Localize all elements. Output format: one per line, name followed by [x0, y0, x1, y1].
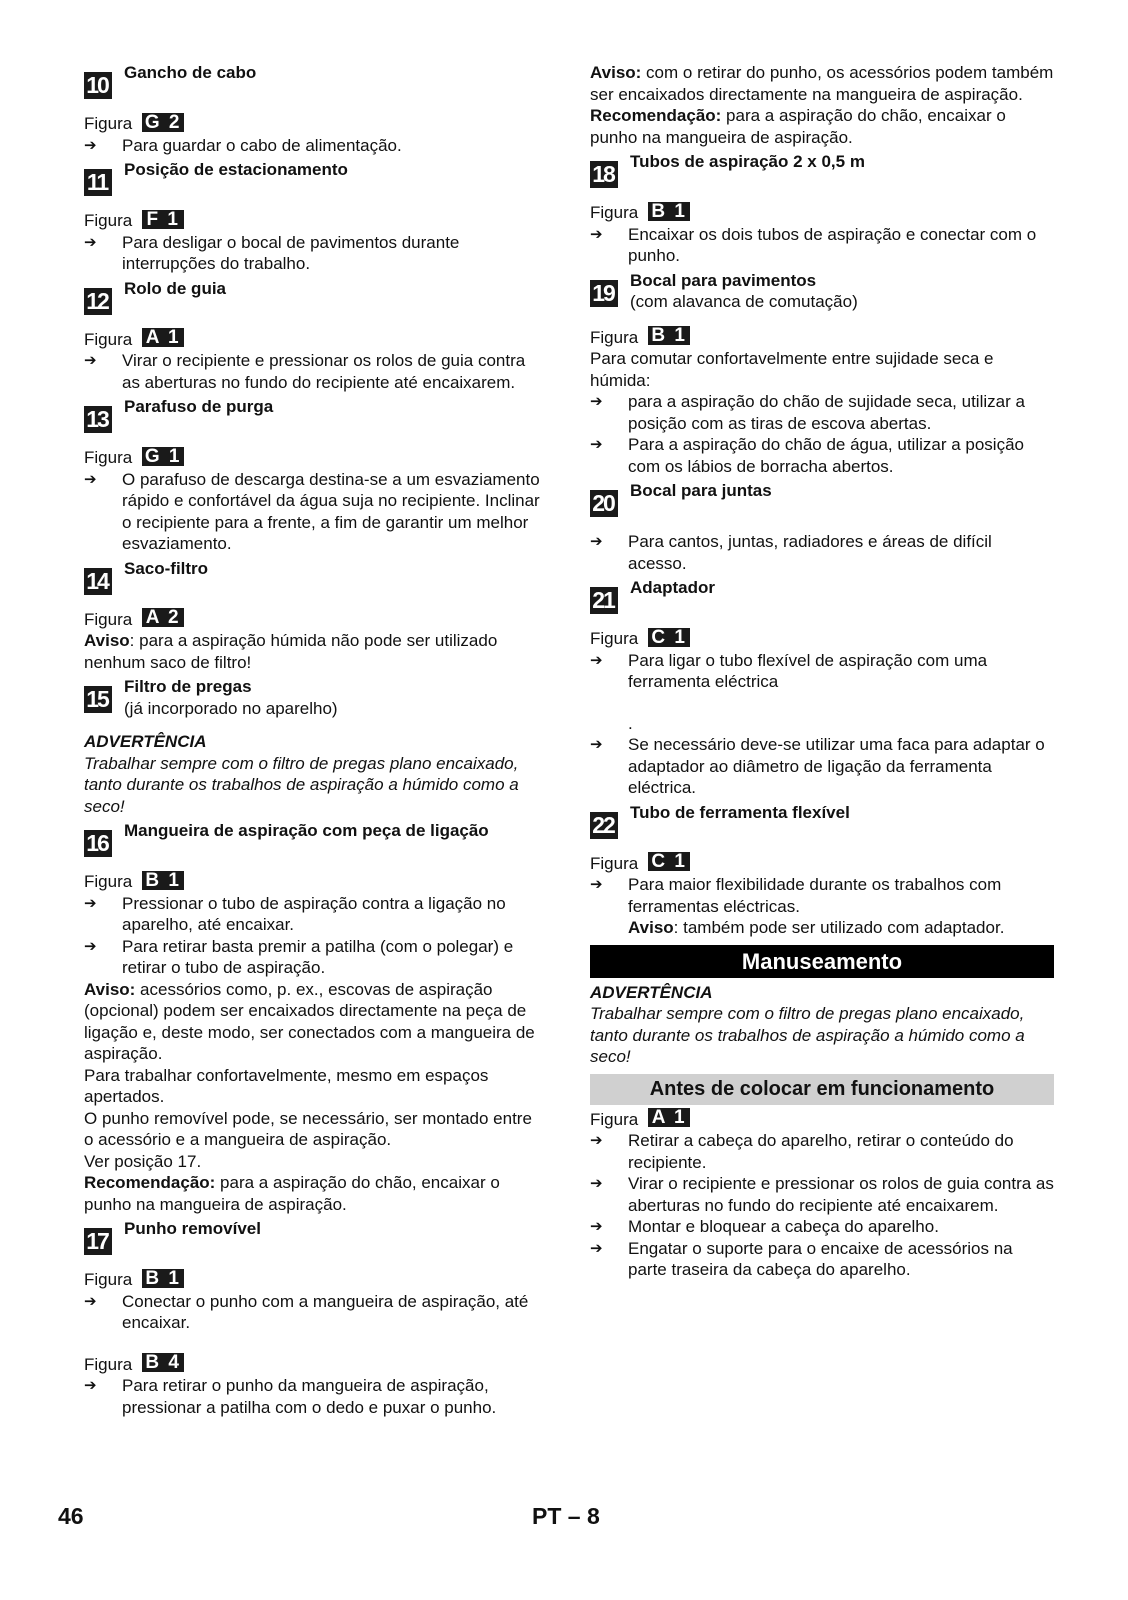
section-12: [84, 278, 546, 315]
arrow-right-icon: ➔: [590, 651, 603, 669]
arrow-right-icon: ➔: [590, 1239, 603, 1257]
recommendation: Recomendação: para a aspiração do chão, encaixar o punho na mangueira de aspiração.: [84, 1173, 500, 1214]
arrow-right-icon: ➔: [590, 436, 603, 453]
note: Aviso: acessórios como, p. ex., escovas de aspiração (opcional) podem ser encaixados directamente na peça de ligação e, deste modo, ser conectados com a mangueira de aspiração.: [84, 979, 535, 1063]
figure-badge: G 2: [142, 113, 184, 132]
section-16: [84, 820, 546, 857]
section-title: Bocal para juntas: [630, 481, 772, 500]
figure-badge: A 1: [648, 1108, 690, 1127]
arrow-right-icon: ➔: [590, 1132, 603, 1149]
figure-badge: C 1: [648, 852, 690, 871]
section-title: Filtro de pregas: [124, 677, 252, 696]
list-item: ➔ O parafuso de descarga destina-se a um esvaziamento rápido e confortável da água suja no recipiente. Inclinar o recipiente para a frente, a fim de garantir um melhor esvaziamento.: [84, 469, 540, 553]
section-title: Posição de estacionamento: [124, 160, 348, 179]
figure-ref: Figura C 1: [590, 628, 1054, 650]
figure-badge: B 1: [142, 871, 184, 890]
note: Aviso: também pode ser utilizado com adaptador.: [628, 918, 1005, 937]
section-subtitle: (já incorporado no aparelho): [124, 698, 338, 718]
arrow-right-icon: ➔: [590, 225, 603, 243]
arrow-right-icon: ➔: [84, 1292, 97, 1310]
arrow-right-icon: ➔: [590, 876, 603, 893]
paragraph: Para trabalhar confortavelmente, mesmo em espaços apertados.: [84, 1065, 489, 1106]
section-20: [590, 480, 1054, 517]
list-item: ➔ Virar o recipiente e pressionar os rolos de guia contra as aberturas no fundo do recipiente até encaixarem.: [84, 351, 526, 392]
figure-ref: Figura A 1: [590, 1109, 1054, 1131]
figure-ref: Figura B 1: [590, 202, 1054, 224]
right-column: [590, 62, 1054, 1281]
figure-badge: B 1: [142, 1269, 184, 1288]
list-item: ➔ Para cantos, juntas, radiadores e áreas de difícil acesso.: [590, 532, 992, 573]
chapter-heading: Manuseamento: [590, 945, 1054, 978]
recommendation: Recomendação: para a aspiração do chão, encaixar o punho na mangueira de aspiração.: [590, 106, 1006, 147]
list-item: ➔ para a aspiração do chão de sujidade seca, utilizar a posição com as tiras de escova abertas.: [590, 392, 1025, 433]
list-item: ➔ Para retirar o punho da mangueira de aspiração, pressionar a patilha com o dedo e puxar o punho.: [84, 1376, 497, 1417]
arrow-right-icon: ➔: [590, 736, 603, 753]
left-column: [84, 62, 546, 1418]
section-number: 15: [84, 686, 112, 713]
section-footer: PT – 8: [532, 1503, 600, 1529]
figure-ref: Figura C 1: [590, 853, 1054, 875]
arrow-right-icon: ➔: [590, 393, 603, 410]
figure-badge: A 2: [142, 608, 184, 627]
section-number: 14: [84, 568, 112, 595]
paragraph: Para comutar confortavelmente entre sujidade seca e húmida:: [590, 349, 994, 390]
section-number: 16: [84, 830, 112, 857]
list-item: ➔ Conectar o punho com a mangueira de aspiração, até encaixar.: [84, 1291, 529, 1332]
section-19: [590, 270, 1054, 313]
section-number: 11: [84, 169, 112, 196]
section-number: 20: [590, 490, 618, 517]
paragraph: Ver posição 17.: [84, 1151, 202, 1171]
arrow-right-icon: ➔: [590, 1218, 603, 1235]
section-subtitle: (com alavanca de comutação): [630, 292, 858, 311]
arrow-right-icon: ➔: [84, 136, 97, 154]
page-number: 46: [58, 1503, 84, 1529]
list-item: ➔ Pressionar o tubo de aspiração contra a ligação no aparelho, até encaixar.: [84, 893, 506, 934]
figure-ref: Figura G 2: [84, 113, 546, 135]
arrow-right-icon: ➔: [84, 894, 97, 912]
note: Aviso: com o retirar do punho, os acessórios podem também ser encaixados directamente na mangueira de aspiração.: [590, 63, 1054, 104]
section-number: 18: [590, 161, 618, 188]
figure-ref: Figura B 1: [590, 327, 1054, 349]
section-title: Punho removível: [124, 1219, 261, 1238]
list-item: ➔ Para retirar basta premir a patilha (com o polegar) e retirar o tubo de aspiração.: [84, 936, 514, 977]
arrow-right-icon: ➔: [590, 533, 603, 550]
figure-ref: Figura F 1: [84, 210, 546, 232]
section-18: [590, 151, 1054, 188]
warning-text: Trabalhar sempre com o filtro de pregas plano encaixado, tanto durante os trabalhos de aspiração a húmido como a seco!: [84, 753, 519, 816]
warning-title: ADVERTÊNCIA: [84, 732, 207, 751]
arrow-right-icon: ➔: [84, 1377, 97, 1394]
section-15: [84, 676, 546, 719]
section-number: 10: [84, 72, 112, 99]
list-item: ➔ Para ligar o tubo flexível de aspiração com uma ferramenta eléctrica: [590, 650, 988, 691]
section-number: 17: [84, 1228, 112, 1255]
figure-ref: Figura A 1: [84, 329, 546, 351]
section-14: [84, 558, 546, 595]
section-title: Tubos de aspiração 2 x 0,5 m: [630, 152, 865, 171]
section-13: [84, 396, 546, 433]
section-title: Tubo de ferramenta flexível: [630, 802, 850, 822]
list-item: ➔ Montar e bloquear a cabeça do aparelho.: [590, 1217, 939, 1236]
note: Aviso: para a aspiração húmida não pode ser utilizado nenhum saco de filtro!: [84, 631, 498, 672]
figure-badge: F 1: [142, 210, 184, 229]
figure-badge: B 1: [648, 326, 690, 345]
arrow-right-icon: ➔: [84, 233, 97, 251]
section-title: Rolo de guia: [124, 278, 226, 298]
section-number: 12: [84, 288, 112, 315]
section-number: 19: [590, 280, 618, 307]
warning-title: ADVERTÊNCIA: [590, 982, 713, 1002]
figure-badge: G 1: [142, 447, 184, 466]
paragraph: O punho removível pode, se necessário, ser montado entre o acessório e a mangueira de aspiração.: [84, 1108, 532, 1149]
figure-ref: Figura B 1: [84, 871, 546, 893]
section-title: Saco-filtro: [124, 558, 209, 578]
section-11: [84, 159, 546, 196]
section-10: [84, 62, 546, 99]
figure-ref: Figura B 4: [84, 1354, 546, 1376]
figure-badge: C 1: [648, 628, 690, 647]
arrow-right-icon: ➔: [590, 1175, 603, 1192]
arrow-right-icon: ➔: [84, 470, 97, 488]
subsection-heading: Antes de colocar em funcionamento: [590, 1074, 1054, 1105]
list-item: ➔ Para maior flexibilidade durante os trabalhos com ferramentas eléctricas.: [590, 875, 1002, 916]
figure-ref: Figura G 1: [84, 447, 546, 469]
list-item: ➔ Para desligar o bocal de pavimentos durante interrupções do trabalho.: [84, 232, 460, 273]
section-22: [590, 802, 1054, 839]
figure-ref: Figura A 2: [84, 609, 546, 631]
section-number: 21: [590, 587, 618, 614]
warning-text: Trabalhar sempre com o filtro de pregas plano encaixado, tanto durante os trabalhos de aspiração a húmido como a seco!: [590, 1004, 1025, 1066]
list-item: ➔ Para a aspiração do chão de água, utilizar a posição com os lábios de borracha abertos.: [590, 435, 1024, 476]
section-17: [84, 1218, 546, 1255]
arrow-right-icon: ➔: [84, 937, 97, 955]
figure-badge: A 1: [142, 328, 184, 347]
section-title: Bocal para pavimentos: [630, 270, 817, 290]
list-item: ➔ Se necessário deve-se utilizar uma faca para adaptar o adaptador ao diâmetro de ligação da ferramenta eléctrica.: [590, 735, 1045, 797]
list-item: ➔ Retirar a cabeça do aparelho, retirar o conteúdo do recipiente.: [590, 1131, 1014, 1172]
list-item: ➔ Encaixar os dois tubos de aspiração e conectar com o punho.: [590, 224, 1037, 265]
section-title: Adaptador: [630, 578, 715, 597]
section-title: Parafuso de purga: [124, 397, 274, 416]
section-number: 13: [84, 406, 112, 433]
section-title: Gancho de cabo: [124, 63, 257, 82]
list-item: .: [628, 713, 633, 733]
section-number: 22: [590, 812, 618, 839]
arrow-right-icon: ➔: [84, 352, 97, 369]
section-title: Mangueira de aspiração com peça de ligação: [124, 821, 489, 840]
figure-ref: Figura B 1: [84, 1269, 546, 1291]
section-21: [590, 577, 1054, 614]
figure-badge: B 4: [142, 1353, 184, 1372]
list-item: ➔ Engatar o suporte para o encaixe de acessórios na parte traseira da cabeça do aparelho.: [590, 1238, 1013, 1279]
figure-badge: B 1: [648, 202, 690, 221]
list-item: ➔ Para guardar o cabo de alimentação.: [84, 135, 402, 155]
list-item: ➔ Virar o recipiente e pressionar os rolos de guia contra as aberturas no fundo do recipiente até encaixarem.: [590, 1174, 1054, 1215]
